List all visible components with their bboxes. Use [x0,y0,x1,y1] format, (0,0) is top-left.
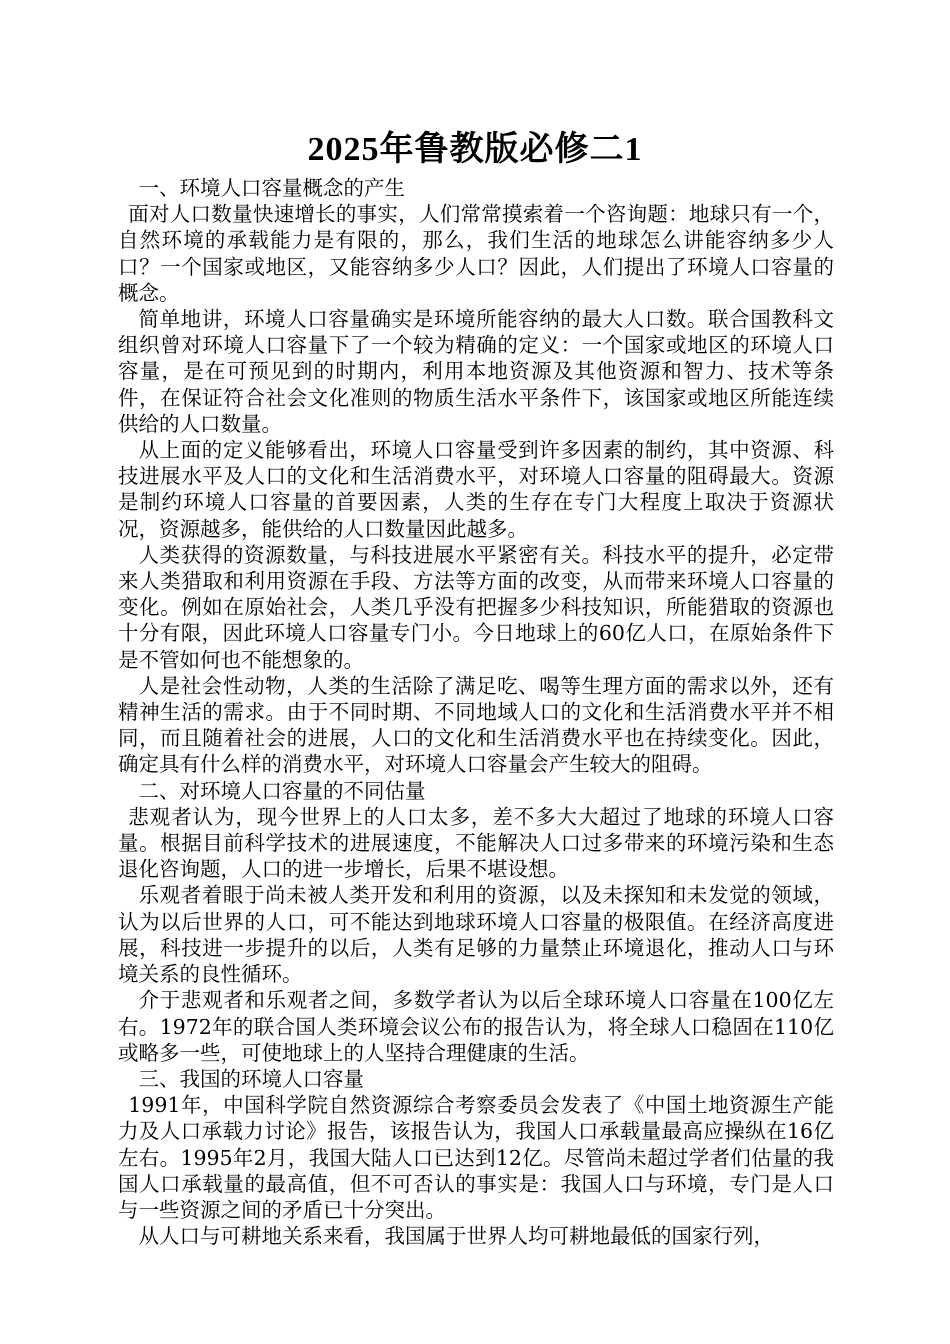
section-heading: 一、环境人口容量概念的产生 [138,176,405,200]
paragraph: 从人口与可耕地关系来看，我国属于世界人均可耕地最低的国家行列， [138,1224,774,1249]
paragraph: 1991年，中国科学院自然资源综合考察委员会发表了《中国土地资源生产能力及人口承载力讨论》报告，该报告认为，我国人口承载量最高应操纵在16亿左右。1995年2月，我国大陆人口已达到12亿。尽管尚未超过学者们估量的我国人口承载量的最高值，但不可否认的事实是：我国人口与环境，专门是人口与一些资源之间的矛盾已十分突出。 [118,1093,834,1222]
section-heading: 二、对环境人口容量的不同估量 [138,778,426,803]
paragraph: 人是社会性动物，人类的生活除了满足吃、喝等生理方面的需求以外，还有精神生活的需求。由于不同时期、不同地域人口的文化和生活消费水平并不相同，而且随着社会的进展，人口的文化和生活消费水平也在持续变化。因此，确定具有什么样的消费水平，对环境人口容量会产生较大的阻碍。 [118,673,834,777]
paragraph: 面对人口数量快速增长的事实，人们常常摸索着一个咨询题：地球只有一个，自然环境的承载能力是有限的，那么，我们生活的地球怎么讲能容纳多少人口？一个国家或地区，又能容纳多少人口？因此，人们提出了环境人口容量的概念。 [118,202,834,305]
paragraph: 乐观者着眼于尚未被人类开发和利用的资源，以及未探知和未发觉的领域，认为以后世界的人口，可不能达到地球环境人口容量的极限值。在经济高度进展，科技进一步提升的以后，人类有足够的力量禁止环境退化，推动人口与环境关系的良性循环。 [118,883,834,987]
paragraph: 介于悲观者和乐观者之间，多数学者认为以后全球环境人口容量在100亿左右。1972年的联合国人类环境会议公布的报告认为，将全球人口稳固在110亿或略多一些，可使地球上的人坚持合理健康的生活。 [118,988,834,1065]
paragraph: 悲观者认为，现今世界上的人口太多，差不多大大超过了地球的环境人口容量。根据目前科学技术的进展速度，不能解决人口过多带来的环境污染和生态退化咨询题，人口的进一步增长，后果不堪设想。 [118,804,834,882]
document-title: 2025年鲁教版必修二1 [307,131,643,168]
paragraph: 人类获得的资源数量，与科技进展水平紧密有关。科技水平的提升，必定带来人类猎取和利用资源在手段、方法等方面的改变，从而带来环境人口容量的变化。例如在原始社会，人类几乎没有把握多少科技知识，所能猎取的资源也十分有限，因此环境人口容量专门小。今日地球上的60亿人口，在原始条件下是不管如何也不能想象的。 [118,542,834,672]
paragraph: 简单地讲，环境人口容量确实是环境所能容纳的最大人口数。联合国教科文组织曾对环境人口容量下了一个较为精确的定义：一个国家或地区的环境人口容量，是在可预见到的时期内，利用本地资源及其他资源和智力、技术等条件，在保证符合社会文化准则的物质生活水平条件下，该国家或地区所能连续供给的人口数量。 [118,307,834,436]
document-body [118,175,834,1249]
section-heading: 三、我国的环境人口容量 [138,1066,364,1091]
paragraph: 从上面的定义能够看出，环境人口容量受到许多因素的制约，其中资源、科技进展水平及人口的文化和生活消费水平，对环境人口容量的阻碍最大。资源是制约环境人口容量的首要因素，人类的生存在专门大程度上取决于资源状况，资源越多，能供给的人口数量因此越多。 [118,438,834,541]
